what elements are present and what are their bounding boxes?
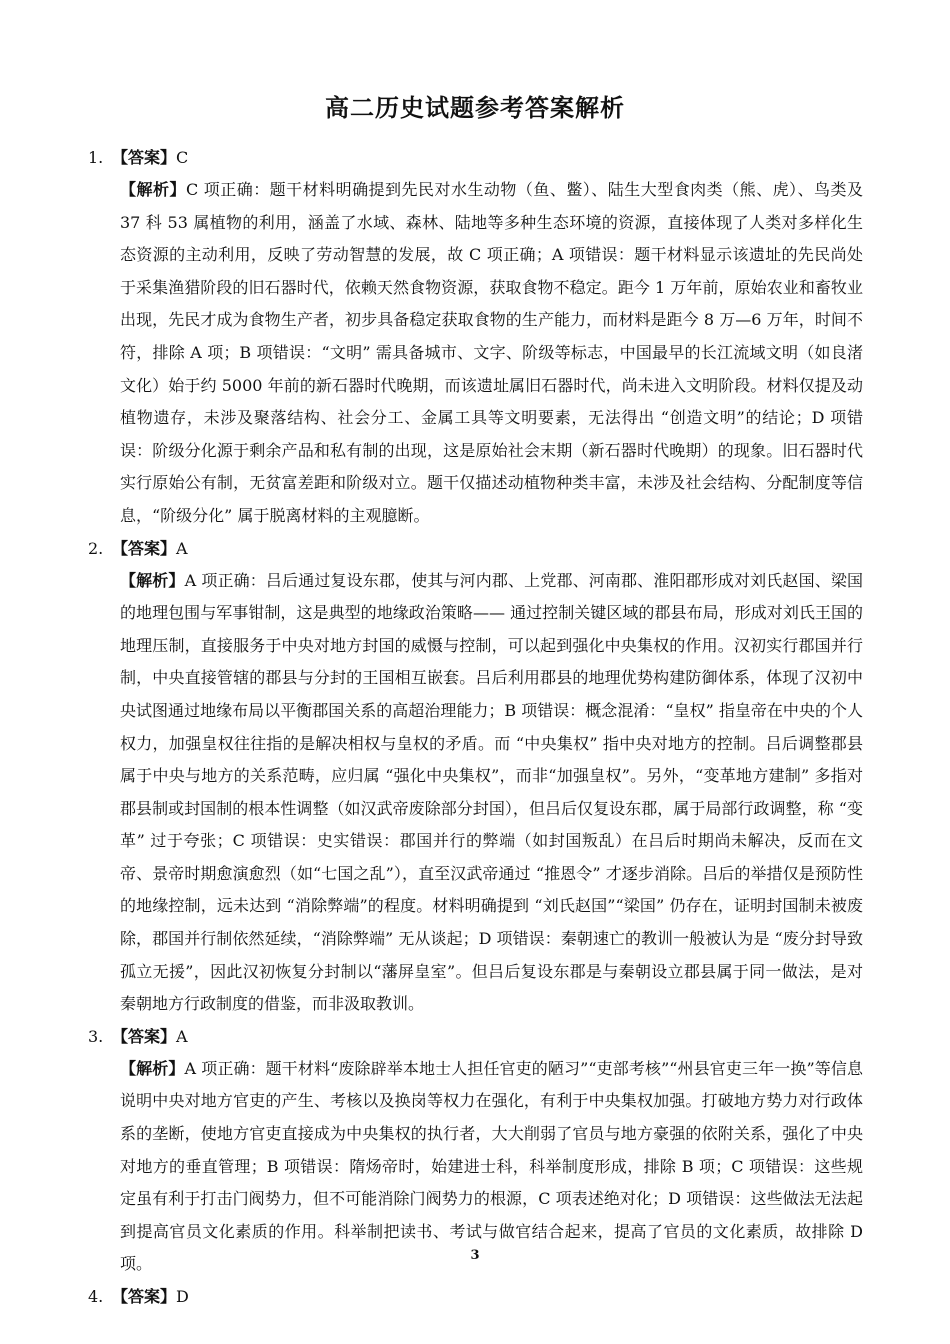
question-number: 2. bbox=[88, 538, 104, 558]
question-number: 4. bbox=[88, 1287, 104, 1306]
answer-value: A bbox=[176, 538, 188, 558]
question-3 bbox=[88, 1021, 863, 1281]
answer-list bbox=[88, 142, 863, 1313]
answer-line bbox=[88, 1021, 863, 1053]
question-4 bbox=[88, 1281, 863, 1313]
analysis-tag: 【解析】 bbox=[120, 1058, 185, 1078]
analysis-paragraph bbox=[120, 174, 863, 533]
answer-tag: 【答案】 bbox=[112, 1287, 177, 1306]
analysis-tag: 【解析】 bbox=[120, 570, 185, 590]
answer-tag: 【答案】 bbox=[112, 148, 177, 167]
question-number: 3. bbox=[88, 1026, 104, 1046]
answer-value: A bbox=[176, 1026, 188, 1046]
answer-value: D bbox=[176, 1287, 189, 1306]
question-2 bbox=[88, 533, 863, 1021]
answer-value: C bbox=[176, 148, 189, 167]
analysis-text: C 项正确：题干材料明确提到先民对水生动物（鱼、鳖）、陆生大型食肉类（熊、虎）、鸟类及 37 科 53 属植物的利用，涵盖了水域、森林、陆地等多种生态环境的资源，直接体现了人类对多样化生态资源的主动利用，反映了劳动智慧的发展，故 C 项正确；A 项错误：题干材料显示该遗址的先民尚处于采集渔猎阶段的旧石器时代，依赖天然食物资源，获取食物不稳定。距今 1 万年前，原始农业和畜牧业出现，先民才成为食物生产者，初步具备稳定获取食物的生产能力，而材料是距今 8 万—6 万年，时间不符，排除 A 项；B 项错误：“文明” 需具备城市、文字、阶级等标志，中国最早的长江流域文明（如良渚文化）始于约 5000 年前的新石器时代晚期，而该遗址属旧石器时代，尚未进入文明阶段。材料仅提及动植物遗存，未涉及聚落结构、社会分工、金属工具等文明要素，无法得出 “创造文明”的结论；D 项错误：阶级分化源于剩余产品和私有制的出现，这是原始社会末期（新石器时代晚期）的现象。旧石器时代实行原始公有制，无贫富差距和阶级对立。题干仅描述动植物种类丰富，未涉及社会结构、分配制度等信息，“阶级分化” 属于脱离材料的主观臆断。 bbox=[120, 180, 863, 525]
answer-line bbox=[88, 142, 863, 174]
page-number: 3 bbox=[470, 1248, 480, 1263]
analysis-tag: 【解析】 bbox=[120, 180, 186, 199]
analysis-text: A 项正确：吕后通过复设东郡，使其与河内郡、上党郡、河南郡、淮阳郡形成对刘氏赵国、梁国的地理包围与军事钳制，这是典型的地缘政治策略—— 通过控制关键区域的郡县布局，形成对刘氏王国的地理压制，直接服务于中央对地方封国的威慑与控制，可以起到强化中央集权的作用。汉初实行郡国并行制，中央直接管辖的郡县与分封的王国相互嵌套。吕后利用郡县的地理优势构建防御体系，体现了汉初中央试图通过地缘布局以平衡郡国关系的高超治理能力；B 项错误：概念混淆：“皇权” 指皇帝在中央的个人权力，加强皇权往往指的是解决相权与皇权的矛盾。而 “中央集权” 指中央对地方的控制。吕后调整郡县属于中央与地方的关系范畴，应归属 “强化中央集权”，而非“加强皇权”。另外，“变革地方建制” 多指对郡县制或封国制的根本性调整（如汉武帝废除部分封国），但吕后仅复设东郡，属于局部行政调整，称 “变革” 过于夸张；C 项错误：史实错误：郡国并行的弊端（如封国叛乱）在吕后时期尚未解决，反而在文帝、景帝时期愈演愈烈（如“七国之乱”），直至汉武帝通过 “推恩令” 才逐步消除。吕后的举措仅是预防性的地缘控制，远未达到 “消除弊端”的程度。材料明确提到 “刘氏赵国”“梁国” 仍存在，证明封国制未被废除，郡国并行制依然延续，“消除弊端” 无从谈起；D 项错误：秦朝速亡的教训一般被认为是 “废分封导致孤立无援”，因此汉初恢复分封制以“藩屏皇室”。但吕后复设东郡是与秦朝设立郡县属于同一做法，是对秦朝地方行政制度的借鉴，而非汲取教训。 bbox=[120, 570, 863, 1014]
analysis-text: A 项正确：题干材料“废除辟举本地士人担任官吏的陋习”“吏部考核”“州县官吏三年一换”等信息说明中央对地方官吏的产生、考核以及换岗等权力在强化，有利于中央集权加强。打破地方势力对行政体系的垄断，使地方官吏直接成为中央集权的执行者，大大削弱了官员与地方豪强的依附关系，强化了中央对地方的垂直管理；B 项错误：隋炀帝时，始建进士科，科举制度形成，排除 B 项；C 项错误：这些规定虽有利于打击门阀势力，但不可能消除门阀势力的根源，C 项表述绝对化；D 项错误：这些做法无法起到提高官员文化素质的作用。科举制把读书、考试与做官结合起来，提高了官员的文化素质，故排除 D 项。 bbox=[120, 1058, 863, 1274]
answer-tag: 【答案】 bbox=[112, 538, 177, 558]
analysis-paragraph bbox=[120, 565, 863, 1021]
document-title: 高二历史试题参考答案解析 bbox=[325, 94, 625, 122]
analysis-paragraph bbox=[120, 1053, 863, 1281]
answer-tag: 【答案】 bbox=[112, 1026, 177, 1046]
answer-line bbox=[88, 533, 863, 565]
answer-line bbox=[88, 1281, 863, 1313]
question-1 bbox=[88, 142, 863, 533]
question-number: 1. bbox=[88, 148, 104, 167]
